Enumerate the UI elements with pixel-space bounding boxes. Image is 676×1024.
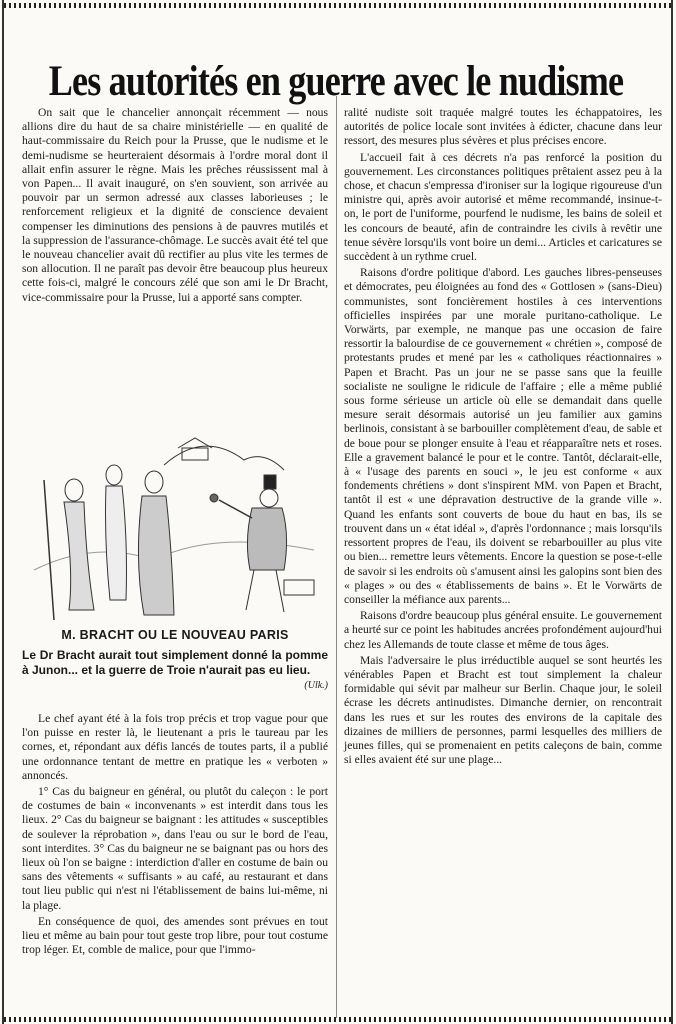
headline: Les autorités en guerre avec le nudisme	[48, 58, 624, 106]
dog-figure	[284, 580, 314, 595]
paragraph: 1° Cas du baigneur en général, ou plutôt du caleçon : le port de costumes de bain « inconvenants » est interdit dans tous les lieux. 2° Cas du baigneur se baignant : les attitudes « susceptibles de soulever la réprobation », dans l'eau ou sur le bord de l'eau, sont interdites. 3° Cas du baigneur ne se baignant pas ou hors des lieux où l'on se baigne : interdiction d'aller en costume de bain ou sans des vêtements « suffisants » au café, au restaurant et dans tout lieu public qui n'est ni l'établissement de bains lui-même, ni la plage.	[22, 785, 328, 912]
cartoon-illustration	[14, 420, 332, 625]
bracht-figure	[247, 508, 286, 570]
paragraph: Mais l'adversaire le plus irréductible auquel se sont heurtés les vénérables Papen et Bracht est tout simplement la chaleur formidable qui sévit par malheur sur Berlin. Chaque jour, le soleil écrase les décrets antinudistes. Dimanche dernier, on rencontrait dans les rues et sur les routes des environs de la capitale des dizaines de milliers de personnes, parmi lesquelles des milliers de jeunes filles, qui se promenaient en petits caleçons de bain, comme si elles avaient été sur une plage...	[344, 653, 662, 767]
temple-icon	[182, 448, 208, 460]
caption-signature: (Ulk.)	[304, 680, 328, 691]
right-column	[344, 106, 662, 767]
paragraph: On sait que le chancelier annonçait récemment — nous allions dire du haut de sa chaire ministérielle — en qualité de haut-commissaire du Reich pour la Prusse, que le nudisme et le demi-nudisme se heurteraient désormais à l'ordre moral dont il allait enfin assurer le règne. Mais les prêches réussissent mal à von Papen... Il avait inauguré, on s'en souvient, son arrivée au pouvoir par un sermon adressé aux classes laborieuses ; le renforcement religieux et la dignité de conscience devaient compenser les diminutions des pensions à de pauvres mutilés et la suppression de l'assurance-chômage. Le succès avait été tel que le nouveau chancelier avait dû rectifier au plus vite les termes de son allocution. Il ne paraît pas devoir être beaucoup plus heureux cette fois-ci, malgré le concours zélé que son ami le Dr Bracht, vice-commissaire pour la Prusse, lui a apporté sans compter.	[22, 106, 328, 304]
bottom-dotted-rule	[4, 1017, 672, 1022]
right-border	[671, 0, 673, 1024]
top-hat-icon	[264, 475, 276, 489]
pointing-arm	[219, 500, 252, 518]
left-border	[2, 0, 4, 1024]
cloaked-figure	[138, 496, 174, 615]
apple-icon	[210, 494, 218, 502]
paragraph: ralité nudiste soit traquée malgré toutes les échappatoires, les autorités de police locale sont invitées à édicter, chacune dans leur ressort, des mesures plus sévères et plus précises encore.	[344, 106, 662, 148]
paragraph: Raisons d'ordre politique d'abord. Les gauches libres-penseuses et démocrates, peu éloignées au fond des « Gottlosen » (sans-Dieu) communistes, sont foncièrement hostiles à ces interventions officielles inspirées par une morale puritano-catholique. Le Vorwärts, par exemple, ne manque pas une occasion de faire ressortir la balourdise de ce gouvernement « chrétien », composé de protestants prudes et mené par les « catholiques réactionnaires » Papen et Bracht. Pas un jour ne se passe sans que la feuille socialiste ne souligne le ridicule de l'affaire ; elle a même publié sous forme sérieuse un article où elle se demandait dans quelle mesure serait désormais autorisé un jeu familier aux gamins berlinois, consistant à se barbouiller complètement d'eau, de sable et de boue pour se plonger ensuite à l'eau et réapparaître nets et roses. Elle a gravement balancé le pour et le contre. Tantôt, déclarait-elle, à « l'usage des parents en souci », le jeu est conforme « aux fondements chrétiens » dont s'inspirent MM. von Papen et Bracht, tantôt il est « une dépravation destructive de la grande ville ». Quand les enfants sont couverts de boue du haut en bas, ils se trouvent dans un « état idéal », d'après l'ordonnance ; mais lorsqu'ils ressortent propres de l'eau, ils doivent se rebarbouiller au plus vite ou bien... remettre leurs vêtements. Encore la question se pose-t-elle de savoir si les endroits où s'amusent ainsi les galopins sont bien des « plages » ou des « établissements de bains ». Et le Vorwärts de conseiller la méfiance aux parents...	[344, 266, 662, 606]
paragraph: Le chef ayant été à la fois trop précis et trop vague pour que l'on puisse en rester là, le lieutenant a pris le taureau par les cornes, et, répondant aux défis lancés de toutes parts, il a publié une ordonnance tentant de mettre en pratique les « verboten » annoncés.	[22, 712, 328, 782]
goddess-figure	[64, 502, 94, 610]
caption-title: M. BRACHT OU LE NOUVEAU PARIS	[61, 628, 289, 642]
top-dotted-rule	[4, 3, 672, 8]
left-column-bottom	[22, 712, 328, 957]
paragraph: En conséquence de quoi, des amendes sont prévues en tout lieu et même au bain pour tout geste trop libre, pour tout costume trop léger. Et, comble de malice, pour que l'immo-	[22, 914, 328, 957]
figure-head	[65, 479, 83, 501]
paragraph: Raisons d'ordre beaucoup plus général ensuite. Le gouvernement a heurté sur ce point les habitudes ancrées profondément aujourd'hui chez les Allemands de toute classe et même de tous âges.	[344, 609, 662, 651]
spear	[44, 480, 54, 620]
caption-body: Le Dr Bracht aurait tout simplement donné la pomme à Junon... et la guerre de Troie n'aurait pas eu lieu.	[22, 648, 328, 677]
paragraph: L'accueil fait à ces décrets n'a pas renforcé la position du gouvernement. Les circonstances politiques prêtaient assez peu à la chose, et chacun s'empressa d'ironiser sur la logique rigoureuse d'un ministre qui, après avoir autorisé et même recommandé, insinue-t-on, le port de l'uniforme, pourfend le nudisme, les bains de soleil et les concours de beauté, afin de contraindre les civils à revêtir une tenue sévère lorsqu'ils vont boire un demi... Articles et caricatures se succèdent à un rythme cruel.	[344, 150, 662, 264]
left-column-top	[22, 106, 328, 305]
caption-text	[22, 648, 328, 693]
column-divider	[336, 96, 337, 1018]
nude-figure	[106, 486, 127, 600]
